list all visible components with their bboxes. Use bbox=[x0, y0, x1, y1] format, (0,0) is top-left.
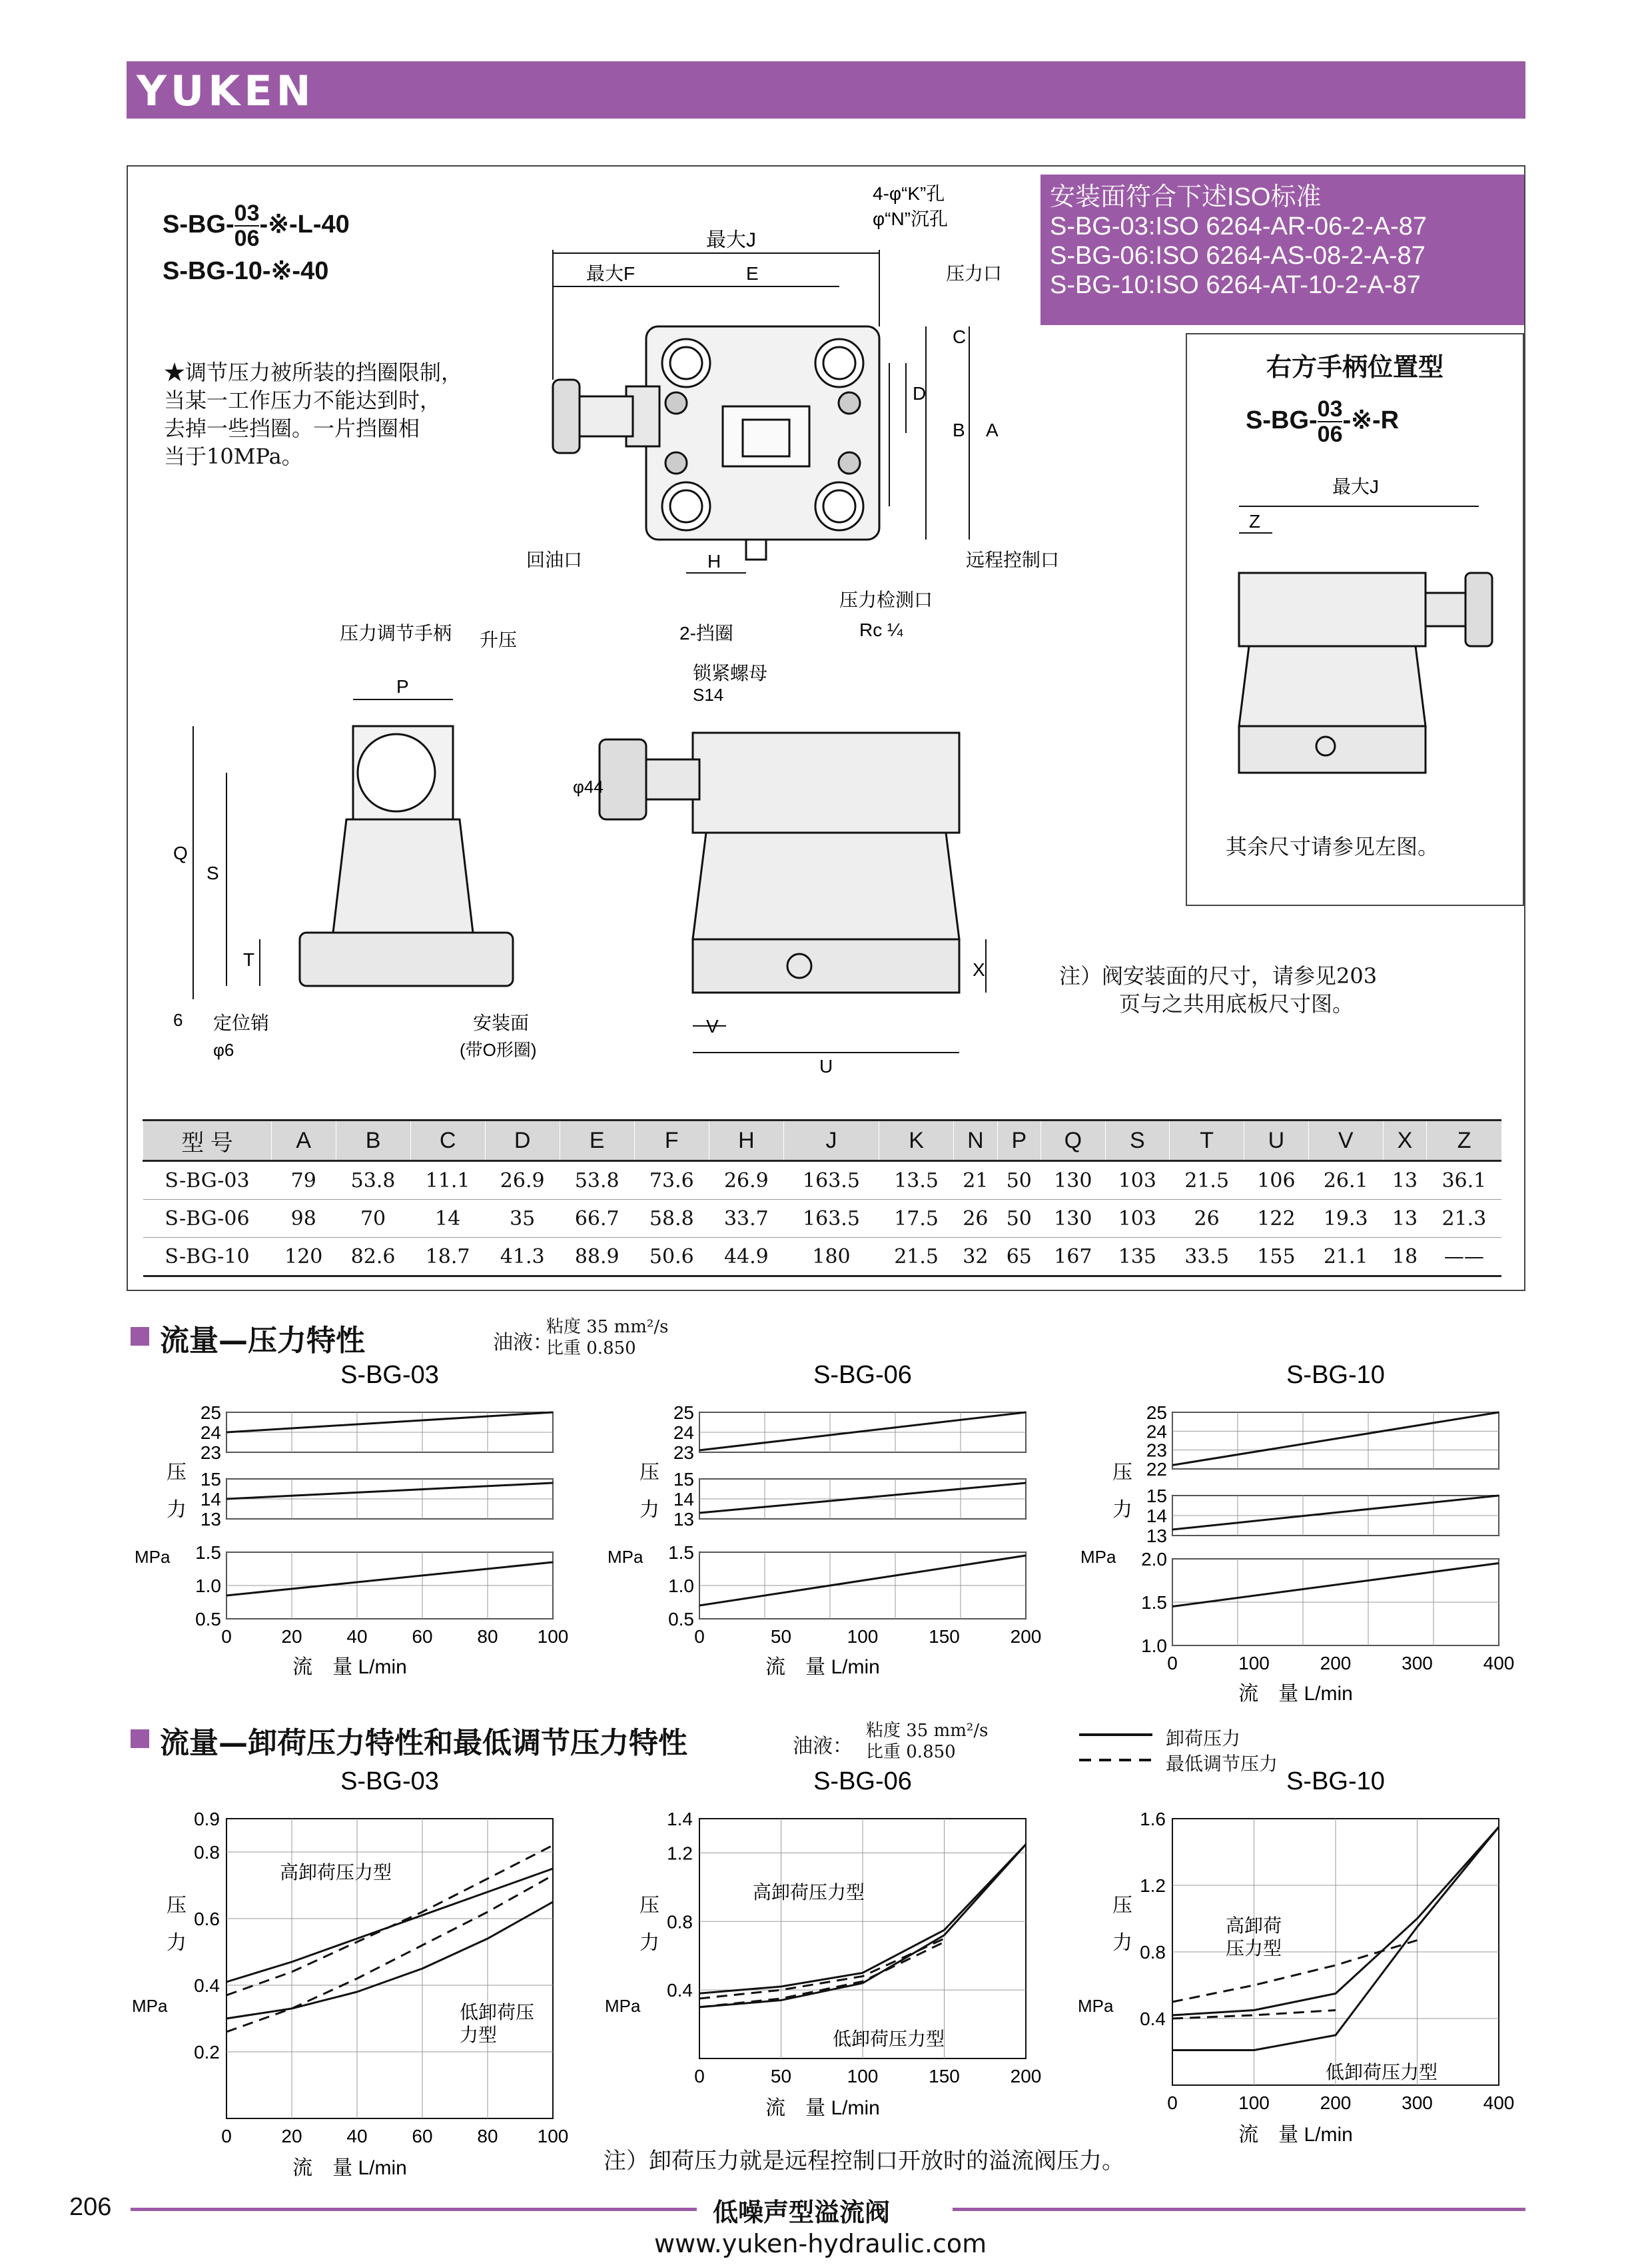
x-tick-label: 200 bbox=[1010, 1626, 1042, 1647]
x-tick-label: 20 bbox=[281, 2126, 302, 2146]
series-annotation: 低卸荷压力型 bbox=[1326, 2062, 1438, 2082]
y-axis-label: 力 bbox=[167, 1932, 187, 1954]
y-tick-label: 25 bbox=[1146, 1402, 1167, 1423]
section-1-oil-spec: 粘度 35 mm²/s 比重 0.850 bbox=[546, 1317, 669, 1358]
y-tick-label: 0.9 bbox=[194, 1809, 220, 1829]
retaining-ring-label: 2-挡圈 bbox=[679, 623, 733, 644]
brand-logo: YUKEN bbox=[137, 67, 315, 115]
x-axis-label: 流 量 L/min bbox=[1238, 1683, 1353, 1705]
series-line bbox=[226, 1562, 553, 1595]
x-tick-label: 60 bbox=[412, 2126, 433, 2146]
valve-top-view-drawing bbox=[526, 183, 1126, 693]
header-bar bbox=[127, 61, 1525, 119]
dim-v: V bbox=[706, 1016, 719, 1037]
x-tick-label: 200 bbox=[1320, 1653, 1352, 1673]
dim-max-f: 最大F bbox=[586, 263, 635, 284]
series-line bbox=[699, 1483, 1026, 1513]
iso-title: 安装面符合下述ISO标准 bbox=[1050, 183, 1322, 211]
x-tick-label: 0 bbox=[221, 2126, 232, 2146]
series-line bbox=[226, 1412, 553, 1432]
series-line bbox=[699, 1412, 1026, 1450]
dim-max-j: 最大J bbox=[706, 229, 756, 251]
retaining-ring-note: ★调节压力被所装的挡圈限制， 当某一工作压力不能达到时， 去掉一些挡圈。一片挡圈相 当于10MPa。 bbox=[164, 360, 463, 469]
right-handle-drawing bbox=[1199, 466, 1512, 799]
y-tick-label: 14 bbox=[1146, 1506, 1167, 1526]
series-annotation: 低卸荷压力型 bbox=[833, 2029, 945, 2049]
series-line bbox=[1172, 1564, 1499, 1607]
y-tick-label: 23 bbox=[673, 1442, 694, 1463]
x-tick-label: 300 bbox=[1402, 2092, 1433, 2113]
y-tick-label: 15 bbox=[200, 1469, 221, 1490]
y-axis-label: 力 bbox=[1112, 1932, 1132, 1954]
y-tick-label: 1.0 bbox=[1141, 1635, 1167, 1656]
y-tick-label: 1.5 bbox=[1141, 1592, 1167, 1613]
x-tick-label: 0 bbox=[1167, 2092, 1178, 2113]
y-tick-label: 0.5 bbox=[668, 1609, 694, 1629]
dim-t: T bbox=[243, 949, 255, 970]
y-axis-unit: MPa bbox=[608, 1547, 643, 1567]
y-tick-label: 1.0 bbox=[668, 1576, 694, 1596]
dim-u: U bbox=[819, 1056, 833, 1077]
y-tick-label: 23 bbox=[200, 1442, 221, 1463]
y-axis-label: 压 bbox=[1112, 1462, 1132, 1484]
section-1-oil-label: 油液： bbox=[493, 1331, 553, 1354]
chart-unload-03 bbox=[127, 1765, 586, 2179]
x-tick-label: 150 bbox=[929, 2066, 960, 2086]
pressure-port-label: 压力口 bbox=[946, 263, 1003, 284]
s14-label: S14 bbox=[693, 685, 724, 705]
dim-phi6: φ6 bbox=[213, 1040, 234, 1060]
y-axis-unit: MPa bbox=[1080, 1547, 1116, 1567]
x-axis-label: 流 量 L/min bbox=[292, 2157, 407, 2179]
y-tick-label: 1.2 bbox=[667, 1843, 693, 1864]
x-tick-label: 400 bbox=[1483, 1653, 1515, 1673]
series-annotation: 高卸荷 bbox=[1226, 1915, 1282, 1936]
y-tick-label: 1.2 bbox=[1140, 1875, 1166, 1896]
y-axis-label: 力 bbox=[639, 1499, 659, 1521]
y-axis-label: 压 bbox=[639, 1895, 659, 1917]
x-tick-label: 200 bbox=[1320, 2092, 1352, 2113]
x-tick-label: 50 bbox=[770, 2066, 792, 2086]
section-2-marker bbox=[131, 1729, 149, 1748]
return-port-label: 回油口 bbox=[526, 550, 583, 570]
x-tick-label: 0 bbox=[694, 1626, 705, 1647]
iso-line: S-BG-10:ISO 6264-AT-10-2-A-87 bbox=[1050, 271, 1421, 299]
series-line bbox=[1172, 1412, 1499, 1465]
y-axis-label: 力 bbox=[639, 1932, 659, 1954]
dim-x: X bbox=[973, 959, 985, 980]
legend-dashed-label: 最低调节压力 bbox=[1166, 1753, 1278, 1775]
y-tick-label: 23 bbox=[1146, 1440, 1167, 1461]
y-tick-label: 24 bbox=[200, 1422, 221, 1443]
dim-a: A bbox=[986, 420, 999, 440]
x-tick-label: 150 bbox=[929, 1626, 960, 1647]
y-tick-label: 14 bbox=[673, 1489, 694, 1510]
page-number: 206 bbox=[69, 2193, 112, 2221]
dim-b: B bbox=[953, 420, 965, 440]
x-tick-label: 40 bbox=[346, 1626, 368, 1647]
x-tick-label: 0 bbox=[694, 2066, 705, 2086]
series-annotation: 低卸荷压 bbox=[460, 2002, 535, 2023]
section-2-oil-spec: 粘度 35 mm²/s 比重 0.850 bbox=[866, 1721, 989, 1762]
x-tick-label: 100 bbox=[847, 1626, 879, 1647]
y-tick-label: 13 bbox=[1146, 1526, 1167, 1546]
table-row: S-BG-03 79 53.8 11.1 26.9 53.8 73.6 26.9 163.5 13.5 21 50 130 103 21.5 106 26.1 13 36.1 bbox=[143, 1161, 1502, 1200]
y-tick-label: 1.5 bbox=[195, 1542, 221, 1563]
y-axis-label: 力 bbox=[167, 1499, 187, 1521]
y-tick-label: 13 bbox=[673, 1509, 694, 1530]
y-axis-unit: MPa bbox=[1078, 1996, 1114, 2016]
section-1-title: 流量—压力特性 bbox=[160, 1324, 365, 1358]
footer-title: 低噪声型溢流阀 bbox=[713, 2198, 891, 2227]
x-axis-label: 流 量 L/min bbox=[1238, 2124, 1353, 2146]
y-tick-label: 0.6 bbox=[194, 1909, 220, 1929]
y-axis-unit: MPa bbox=[605, 1996, 641, 2016]
y-axis-label: 压 bbox=[167, 1895, 187, 1917]
chart-flow-pressure-03 bbox=[127, 1359, 586, 1705]
x-tick-label: 100 bbox=[847, 2066, 879, 2086]
x-tick-label: 60 bbox=[412, 1626, 433, 1647]
y-tick-label: 25 bbox=[673, 1402, 694, 1423]
rc-label: Rc ¼ bbox=[859, 620, 903, 640]
y-axis-unit: MPa bbox=[135, 1547, 171, 1567]
chart-title: S-BG-03 bbox=[340, 1361, 439, 1389]
y-tick-label: 13 bbox=[200, 1509, 221, 1530]
x-axis-label: 流 量 L/min bbox=[292, 1656, 407, 1678]
chart-flow-pressure-06 bbox=[600, 1359, 1059, 1705]
y-axis-label: 压 bbox=[639, 1462, 659, 1484]
mounting-face-label: 安装面 bbox=[473, 1013, 530, 1033]
series-annotation: 高卸荷压力型 bbox=[753, 1882, 865, 1903]
remote-control-port-label: 远程控制口 bbox=[966, 550, 1060, 570]
y-axis-label: 压 bbox=[167, 1462, 187, 1484]
y-tick-label: 1.5 bbox=[668, 1542, 694, 1563]
y-tick-label: 2.0 bbox=[1141, 1549, 1167, 1570]
footer-rule-right bbox=[953, 2208, 1525, 2211]
y-tick-label: 0.4 bbox=[667, 1980, 693, 2001]
y-tick-label: 0.5 bbox=[195, 1609, 221, 1629]
locating-pin-label: 定位销 bbox=[213, 1013, 270, 1033]
section-2-oil-label: 油液： bbox=[793, 1735, 853, 1758]
series-annotation: 高卸荷压力型 bbox=[280, 1862, 392, 1883]
dim-phi44: φ44 bbox=[573, 777, 604, 797]
y-tick-label: 0.2 bbox=[194, 2042, 220, 2062]
right-panel-title: 右方手柄位置型 bbox=[1266, 352, 1444, 382]
dim-q: Q bbox=[173, 843, 188, 863]
dim-c: C bbox=[953, 326, 967, 347]
o-ring-label: (带O形圈) bbox=[460, 1040, 537, 1060]
series-solid-line bbox=[226, 1869, 553, 1982]
y-tick-label: 1.4 bbox=[667, 1809, 693, 1829]
y-tick-label: 15 bbox=[673, 1469, 694, 1490]
dim-h: H bbox=[707, 551, 721, 572]
section-2-title: 流量—卸荷压力特性和最低调节压力特性 bbox=[160, 1726, 687, 1760]
dim-e: E bbox=[746, 263, 759, 284]
gauge-port-label: 压力检测口 bbox=[839, 590, 933, 610]
dim-d: D bbox=[913, 383, 927, 404]
right-panel-note: 其余尺寸请参见左图。 bbox=[1226, 834, 1440, 859]
x-tick-label: 100 bbox=[537, 2126, 569, 2146]
dim-max-j-right: 最大J bbox=[1332, 476, 1380, 497]
x-tick-label: 100 bbox=[1238, 1653, 1270, 1673]
y-axis-label: 压 bbox=[1112, 1895, 1132, 1917]
website-url[interactable]: www.yuken-hydraulic.com bbox=[654, 2229, 987, 2258]
y-tick-label: 0.8 bbox=[667, 1911, 693, 1933]
chart-flow-pressure-10 bbox=[1072, 1359, 1532, 1732]
x-tick-label: 20 bbox=[281, 1626, 302, 1647]
y-tick-label: 0.8 bbox=[1140, 1942, 1166, 1963]
x-tick-label: 100 bbox=[537, 1626, 569, 1647]
model-line-2: S-BG-10-※-40 bbox=[163, 257, 329, 285]
chart-title: S-BG-03 bbox=[340, 1767, 439, 1795]
y-tick-label: 24 bbox=[1146, 1421, 1167, 1442]
series-line bbox=[1172, 1496, 1499, 1530]
y-tick-label: 0.8 bbox=[194, 1842, 220, 1863]
hole-k-label: 4-φ“K”孔 bbox=[873, 183, 945, 204]
y-tick-label: 15 bbox=[1146, 1486, 1167, 1506]
x-tick-label: 100 bbox=[1238, 2092, 1270, 2113]
y-tick-label: 22 bbox=[1146, 1459, 1167, 1480]
dim-z: Z bbox=[1249, 511, 1261, 532]
chart-title: S-BG-10 bbox=[1286, 1767, 1385, 1795]
valve-front-side-drawing bbox=[160, 623, 1013, 1106]
x-tick-label: 0 bbox=[1167, 1653, 1178, 1673]
series-line bbox=[226, 1483, 553, 1499]
series-annotation: 力型 bbox=[460, 2025, 498, 2045]
chart-title: S-BG-06 bbox=[813, 1361, 912, 1389]
x-tick-label: 50 bbox=[770, 1626, 792, 1647]
footer-rule-left bbox=[131, 2208, 697, 2211]
model-line-1: S-BG- $\frac{03}{06}$ -※-L-40 bbox=[163, 201, 350, 251]
right-panel-model: S-BG- $\frac{03}{06}$ -※-R bbox=[1246, 396, 1400, 447]
x-axis-label: 流 量 L/min bbox=[765, 1656, 880, 1678]
series-dashed-line bbox=[1172, 1941, 1418, 2003]
legend-solid-label: 卸荷压力 bbox=[1166, 1727, 1241, 1749]
x-tick-label: 200 bbox=[1010, 2066, 1042, 2086]
y-tick-label: 0.4 bbox=[194, 1975, 220, 1996]
series-line bbox=[699, 1556, 1026, 1605]
table-header-row: 型 号 A B C D E F H J K N P Q S T U V X Z bbox=[143, 1121, 1502, 1161]
series-dashed-line bbox=[699, 1942, 945, 2007]
hole-n-label: φ“N”沉孔 bbox=[873, 209, 949, 229]
iso-line: S-BG-03:ISO 6264-AR-06-2-A-87 bbox=[1050, 213, 1428, 240]
x-tick-label: 80 bbox=[477, 1626, 498, 1647]
dim-6: 6 bbox=[173, 1010, 183, 1030]
series-annotation: 压力型 bbox=[1226, 1938, 1282, 1959]
x-tick-label: 40 bbox=[346, 2126, 368, 2146]
table-row: S-BG-06 98 70 14 35 66.7 58.8 33.7 163.5 17.5 26 50 130 103 26 122 19.3 13 21.3 bbox=[143, 1200, 1502, 1238]
series-solid-line bbox=[226, 1902, 553, 2019]
iso-line: S-BG-06:ISO 6264-AS-08-2-A-87 bbox=[1050, 242, 1426, 270]
y-tick-label: 1.6 bbox=[1140, 1809, 1166, 1829]
dim-s: S bbox=[206, 863, 219, 883]
y-axis-unit: MPa bbox=[132, 1996, 168, 2016]
dim-p: P bbox=[396, 676, 409, 697]
y-tick-label: 14 bbox=[200, 1489, 221, 1510]
y-axis-label: 力 bbox=[1112, 1499, 1132, 1521]
raise-pressure-label: 升压 bbox=[480, 630, 518, 650]
section-1-marker bbox=[131, 1327, 149, 1346]
mounting-note: 注）阀安装面的尺寸，请参见203 页与之共用底板尺寸图。 bbox=[1059, 963, 1378, 1017]
x-tick-label: 0 bbox=[221, 1626, 232, 1647]
y-tick-label: 25 bbox=[200, 1402, 221, 1423]
lock-nut-label: 锁紧螺母 bbox=[693, 663, 768, 683]
x-tick-label: 80 bbox=[477, 2126, 498, 2146]
y-tick-label: 0.4 bbox=[1140, 2009, 1166, 2029]
chart-title: S-BG-10 bbox=[1286, 1361, 1385, 1389]
y-tick-label: 24 bbox=[673, 1422, 694, 1443]
chart-unload-06 bbox=[600, 1765, 1059, 2118]
x-axis-label: 流 量 L/min bbox=[765, 2097, 880, 2119]
bottom-note: 注）卸荷压力就是远程控制口开放时的溢流阀压力。 bbox=[604, 2148, 1124, 2174]
knob-label: 压力调节手柄 bbox=[340, 623, 452, 644]
dimension-table bbox=[143, 1119, 1501, 1277]
table-row: S-BG-10 120 82.6 18.7 41.3 88.9 50.6 44.9 180 21.5 32 65 167 135 33.5 155 21.1 18 —— bbox=[143, 1238, 1502, 1276]
chart-unload-10 bbox=[1072, 1765, 1532, 2152]
x-tick-label: 400 bbox=[1483, 2092, 1515, 2113]
y-tick-label: 1.0 bbox=[195, 1576, 221, 1596]
x-tick-label: 300 bbox=[1402, 1653, 1433, 1673]
chart-title: S-BG-06 bbox=[813, 1767, 912, 1795]
